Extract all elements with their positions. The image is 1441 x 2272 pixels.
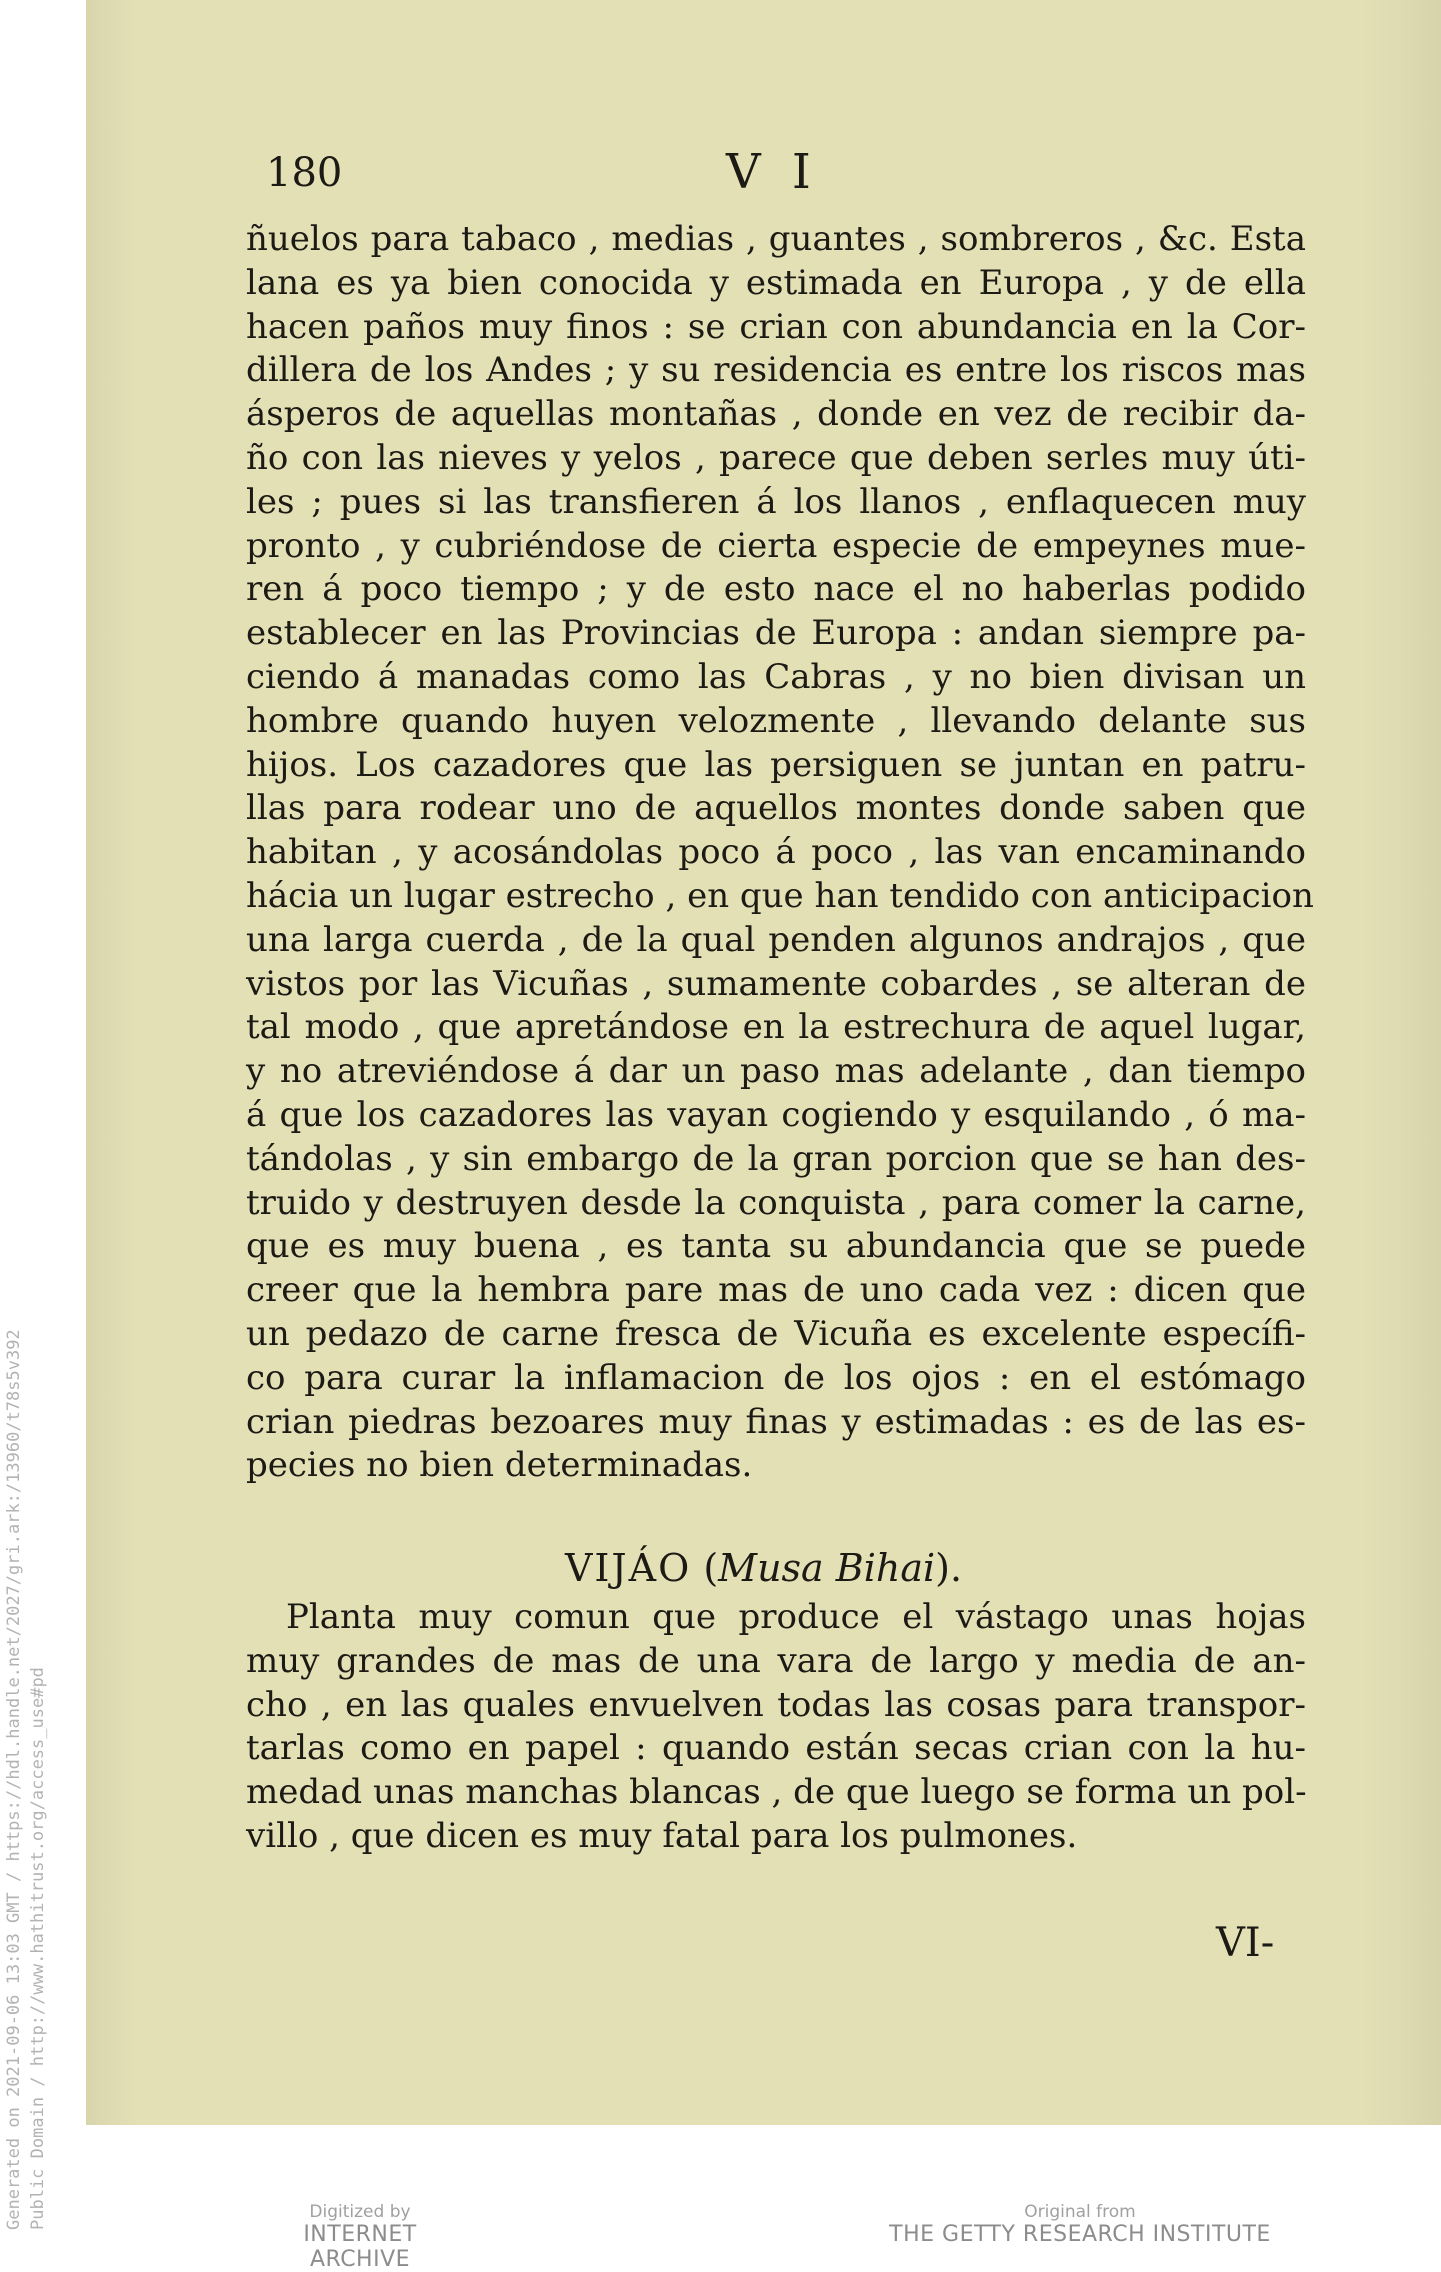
text-line: co para curar la inflamacion de los ojos : en el estómago [246, 1357, 1306, 1398]
text-line: que es muy buena , es tanta su abundancia que se puede [246, 1226, 1306, 1267]
entry-vijao-text [246, 1596, 1306, 1859]
scanned-page [86, 0, 1441, 2125]
original-from-label: Original from [1024, 2202, 1136, 2222]
text-line: vistos por las Vicuñas , sumamente cobardes , se alteran de [246, 963, 1306, 1004]
text-line: ren á poco tiempo ; y de esto nace el no haberlas podido [246, 569, 1306, 610]
text-line: les ; pues si las transfieren á los llanos , enflaquecen muy [246, 481, 1306, 522]
source-credit [880, 2202, 1280, 2247]
text-line: hombre quando huyen velozmente , llevando delante sus [246, 700, 1306, 741]
text-line: creer que la hembra pare mas de uno cada vez : dicen que [246, 1270, 1306, 1311]
text-line: y no atreviéndose á dar un paso mas adelante , dan tiempo [246, 1051, 1306, 1092]
digitizer-name: INTERNET ARCHIVE [303, 2222, 417, 2272]
entry-vijao-heading [86, 1546, 1441, 1590]
text-line: dillera de los Andes ; y su residencia es entre los riscos mas [246, 350, 1306, 391]
text-line: medad unas manchas blancas , de que luego se forma un pol- [246, 1772, 1307, 1813]
stamp-line: Public Domain / http://www.hathitrust.org/access_use#pd [28, 1667, 48, 2230]
entry-vicuna-text [246, 218, 1314, 1488]
text-line: establecer en las Provincias de Europa : andan siempre pa- [246, 613, 1306, 654]
text-line: lana es ya bien conocida y estimada en Europa , y de ella [246, 262, 1306, 303]
text-line: pecies no bien determinadas. [246, 1445, 753, 1486]
digitized-by-label: Digitized by [309, 2202, 411, 2222]
text-line: ñuelos para tabaco , medias , guantes , sombreros , &c. Esta [246, 219, 1306, 259]
access-stamp [2, 1329, 50, 2230]
digitizer-credit [250, 2202, 470, 2272]
text-line: hacen paños muy finos : se crian con abundancia en la Cor- [246, 306, 1306, 347]
text-line: pronto , y cubriéndose de cierta especie de empeynes mue- [246, 525, 1306, 566]
text-line: ño con las nieves y yelos , parece que deben serles muy úti- [246, 437, 1306, 478]
entry-latin-name: Musa Bihai [718, 1546, 936, 1590]
page-number: 180 [266, 150, 343, 196]
text-line: habitan , y acosándolas poco á poco , las van encaminando [246, 832, 1306, 873]
heading-paren-open: ( [691, 1546, 719, 1590]
text-line: tarlas como en papel : quando están secas crian con la hu- [246, 1728, 1306, 1769]
text-line: llas para rodear uno de aquellos montes donde saben que [246, 788, 1306, 829]
text-line: ciendo á manadas como las Cabras , y no bien divisan un [246, 656, 1306, 697]
catchword: VI- [1216, 1920, 1275, 1966]
text-line: muy grandes de mas de una vara de largo y media de an- [246, 1640, 1306, 1681]
text-line: á que los cazadores las vayan cogiendo y esquilando , ó ma- [246, 1094, 1306, 1135]
text-line: hijos. Los cazadores que las persiguen se juntan en patru- [246, 744, 1306, 785]
text-line: ásperos de aquellas montañas , donde en vez de recibir da- [246, 394, 1306, 435]
text-line: tal modo , que apretándose en la estrechura de aquel lugar, [246, 1007, 1306, 1048]
text-line: cho , en las quales envuelven todas las cosas para transpor- [246, 1684, 1306, 1725]
footer [0, 2202, 1441, 2272]
page-header [86, 144, 1441, 210]
text-line: una larga cuerda , de la qual penden algunos andrajos , que [246, 919, 1306, 960]
entry-name: VIJÁO [564, 1546, 692, 1590]
text-line: un pedazo de carne fresca de Vicuña es excelente específi- [246, 1313, 1306, 1354]
text-line: crian piedras bezoares muy finas y estimadas : es de las es- [246, 1401, 1306, 1442]
text-line: Planta muy comun que produce el vástago unas hojas [286, 1597, 1306, 1637]
source-name: THE GETTY RESEARCH INSTITUTE [889, 2222, 1271, 2247]
text-line: tándolas , y sin embargo de la gran porcion que se han des- [246, 1138, 1306, 1179]
heading-paren-close: ). [935, 1546, 963, 1590]
text-line: villo , que dicen es muy fatal para los pulmones. [246, 1815, 1078, 1856]
text-line: hácia un lugar estrecho , en que han tendido con anticipacion [246, 875, 1314, 916]
stamp-line: Generated on 2021-09-06 13:03 GMT / https://hdl.handle.net/2027/gri.ark:/13960/t78s5v392 [4, 1329, 24, 2230]
text-line: truido y destruyen desde la conquista , para comer la carne, [246, 1182, 1306, 1223]
running-head: V I [726, 144, 819, 200]
